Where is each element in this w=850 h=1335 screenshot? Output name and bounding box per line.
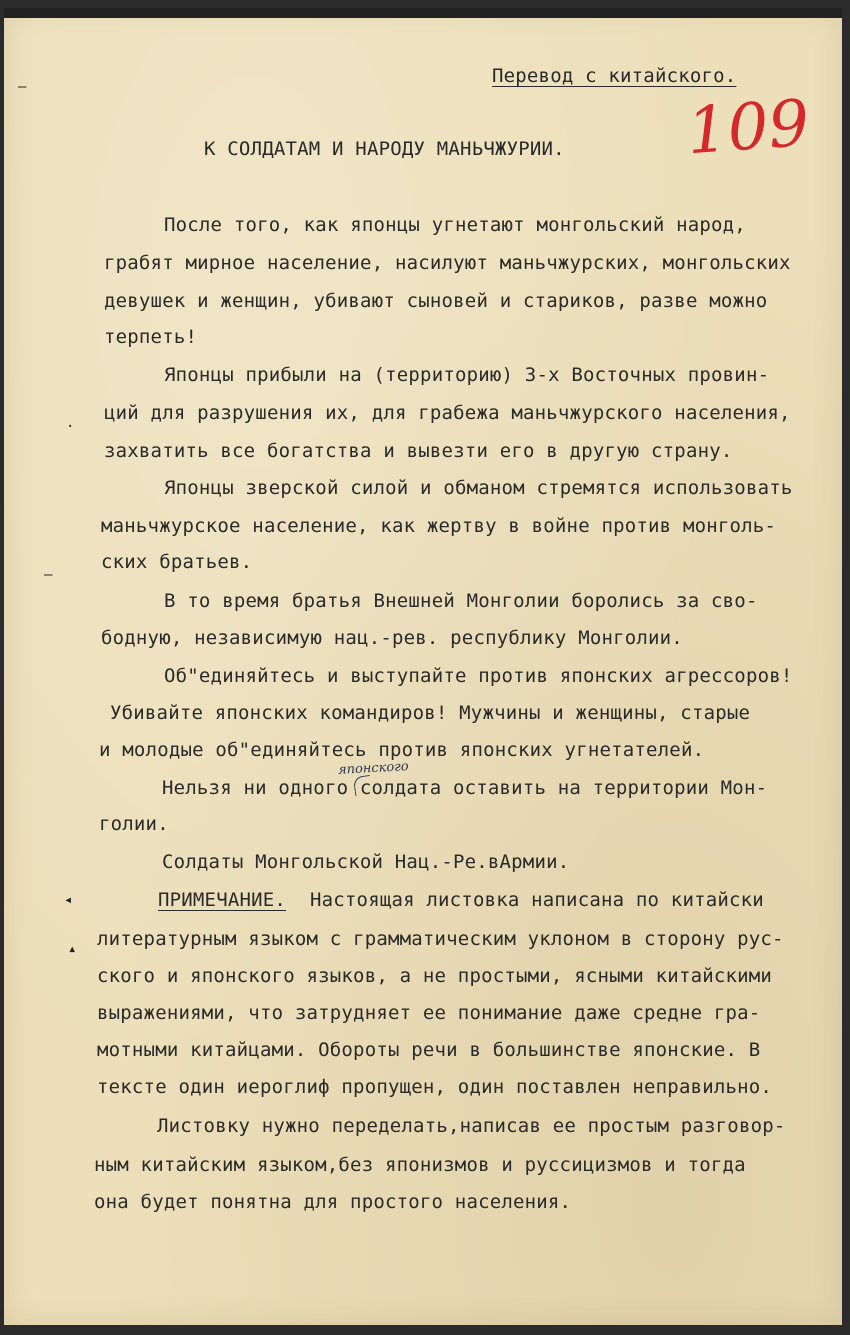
document-title: К СОЛДАТАМ И НАРОДУ МАНЬЧЖУРИИ. [204, 138, 565, 160]
text-line: ского и японского языков, а не простыми, ясными китайскими [97, 965, 773, 987]
margin-triangle-mark: ▴ [68, 941, 77, 957]
text-line: Настоящая листовка написана по китайски [310, 889, 764, 911]
insertion-caret-mark [353, 775, 372, 796]
text-line: она будет понятна для простого населения. [94, 1191, 572, 1213]
text-line: Солдаты Монгольской Нац.-Ре.вАрмии. [162, 851, 570, 873]
text-line: Об"единяйтесь и выступайте против японских агрессоров! [164, 665, 793, 687]
page-number: 109 [684, 86, 812, 170]
margin-arrow-mark: ◂ [64, 892, 73, 908]
text-line: бодную, независимую нац.-рев. республику Монголии. [101, 627, 683, 649]
text-line: маньчжурское население, как жертву в войне против монголь- [101, 515, 777, 537]
margin-dash-mark: – [44, 567, 53, 583]
text-line: выражениями, что затрудняет ее понимание даже средне гра- [97, 1002, 761, 1024]
text-line: ций для разрушения их, для грабежа маньчжурского населения, [104, 402, 791, 424]
text-line: Убивайте японских командиров! Мужчины и женщины, старые [110, 702, 751, 724]
text-line: Японцы прибыли на (территорию) 3-х Восточных провин- [164, 364, 770, 386]
text-line: грабят мирное население, насилуют маньчжурских, монгольских [104, 252, 791, 274]
note-label: ПРИМЕЧАНИЕ. [158, 889, 287, 911]
margin-dash-mark: – [18, 79, 27, 95]
text-line: ным китайским языком,без японизмов и руссицизмов и тогда [94, 1154, 746, 1176]
text-line: Листовку нужно переделать,написав ее простым разговор- [157, 1115, 786, 1137]
top-scan-edge [4, 8, 842, 18]
text-line: В то время братья Внешней Монголии боролись за сво- [164, 590, 758, 612]
text-line: литературным языком с грамматическим уклоном в сторону рус- [97, 928, 784, 950]
text-line: Нельзя ни одного солдата оставить на территории Мон- [162, 777, 768, 799]
text-line: тексте один иероглиф пропущен, один поставлен неправильно. [97, 1076, 773, 1098]
text-line: девушек и женщин, убивают сыновей и стариков, разве можно [104, 290, 768, 312]
document-page [4, 8, 842, 1325]
text-line: терпеть! [104, 326, 198, 348]
header-note: Перевод с китайского. [492, 65, 737, 87]
text-line: После того, как японцы угнетают монгольский народ, [164, 214, 746, 236]
text-line: и молодые об"единяйтесь против японских угнетателей. [99, 739, 705, 761]
margin-dot-mark: · [66, 419, 75, 435]
handwritten-insertion: японского [337, 759, 409, 778]
text-line: захватить все богатства и вывезти его в другую страну. [104, 440, 733, 462]
text-line: ских братьев. [101, 551, 253, 573]
text-line: голии. [99, 813, 169, 835]
text-line: мотными китайцами. Обороты речи в большинстве японские. В [97, 1039, 761, 1061]
text-line: Японцы зверской силой и обманом стремятся использовать [164, 477, 793, 499]
